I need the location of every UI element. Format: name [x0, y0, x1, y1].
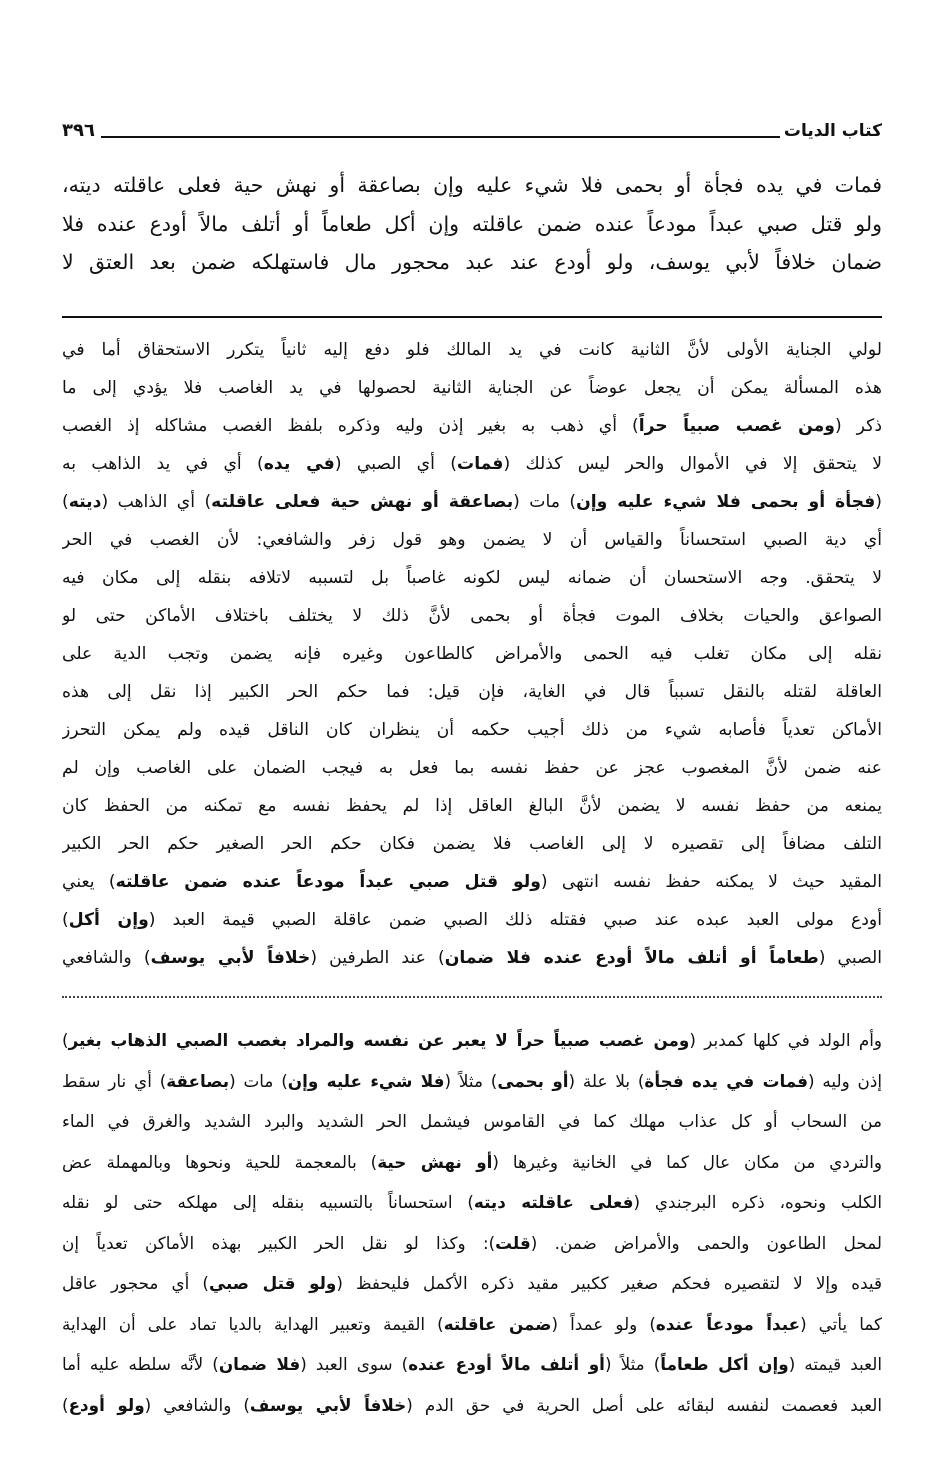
plain-text: ) استحساناً بالتسبيه بنقله إلى مهلكه حتى لو نقله — [62, 1192, 474, 1212]
plain-text: ) بالمعجمة للحية ونحوها وبالمهملة عض — [62, 1151, 378, 1172]
plain-text: ) ولو عمداً ( — [551, 1313, 656, 1334]
text-line — [62, 1182, 882, 1223]
commentary-primary — [62, 331, 882, 977]
bold-quoted-text: ولو قتل صبي — [208, 1273, 337, 1293]
header-rule — [101, 136, 780, 138]
plain-text: يمنعه من حفظ نفسه لا يضمن لأنَّ البالغ العاقل إذا لم يحفظ نفسه مع تمكنه من الحفظ كان — [62, 796, 882, 816]
text-line — [62, 1101, 882, 1142]
text-line — [62, 331, 882, 369]
plain-text: ) أي نار سقط — [62, 1070, 167, 1091]
plain-text: ) — [62, 492, 69, 512]
text-line — [62, 1142, 882, 1183]
text-line — [62, 521, 882, 559]
plain-text: ذكر ( — [834, 416, 882, 436]
page-number: ٣٩٦ — [62, 120, 95, 141]
text-line — [62, 673, 882, 711]
text-line — [62, 205, 882, 244]
page-header — [62, 116, 882, 142]
plain-text: الصواعق والحيات بخلاف الموت فجأة أو بحمى لأنَّ ذلك لا يختلف باختلاف الأماكن حتى لو — [62, 606, 882, 626]
dotted-separator — [62, 996, 882, 1008]
bold-quoted-text: قلت — [495, 1232, 531, 1253]
text-line — [62, 1263, 882, 1304]
plain-text: ) يعني — [62, 872, 116, 892]
plain-text: ) مثلاً ( — [444, 1070, 498, 1091]
bold-quoted-text: ديته — [68, 492, 102, 512]
plain-text: إذن وليه ( — [808, 1070, 882, 1091]
bold-quoted-text: بصاعقة أو نهش حية فعلى عاقلته — [211, 492, 514, 512]
text-line — [62, 407, 882, 445]
text-line — [62, 243, 882, 282]
plain-text: ) أي محجور عاقل — [62, 1273, 209, 1293]
plain-text: ) لأنَّه سلطه عليه أما — [62, 1354, 219, 1374]
text-line — [62, 1304, 882, 1345]
plain-text: عنه ضمن لأنَّ المغصوب عجز عن حفظ نفسه بما فعل به فيجب الضمان على الغاصب وإن لم — [62, 758, 882, 778]
text-line — [62, 369, 882, 407]
plain-text: قيده وإلا لا لتقصيره فحكم صغير ككبير مقيد ذكره الأكمل فليحفظ ( — [336, 1273, 882, 1293]
bold-quoted-text: ومن غصب صبياً حراً — [638, 416, 835, 436]
bold-quoted-text: وإن أكل — [68, 910, 149, 930]
text-line — [62, 1344, 882, 1385]
text-line — [62, 1223, 882, 1264]
text-line — [62, 597, 882, 635]
bold-quoted-text: خلافاً لأبي يوسف — [249, 1394, 407, 1415]
bold-quoted-text: فمات في يده فجأة — [644, 1070, 809, 1091]
text-line — [62, 901, 882, 939]
bold-quoted-text: بصاعقة — [166, 1070, 230, 1091]
text-line — [62, 559, 882, 597]
bold-quoted-text: فجأة أو بحمى فلا شيء عليه وإن — [576, 492, 876, 512]
text-line — [62, 939, 882, 977]
plain-text: التلف مضافاً إلى تقصيره لا إلى الغاصب فلا يضمن فكان حكم الحر الصغير حكم الحر الكبير — [62, 834, 882, 854]
bold-quoted-text: فلا شيء عليه وإن — [287, 1070, 445, 1091]
plain-text: هذه المسألة يمكن أن يجعل عوضاً عن الجناية الثانية لحصولها في يد الغاصب فلا يؤدي إلى ما — [62, 378, 882, 398]
bold-quoted-text: عبداً مودعاً عنده — [655, 1313, 801, 1334]
plain-text: ) مثلاً ( — [604, 1354, 661, 1374]
bold-quoted-text: ولو قتل صبي عبداً مودعاً عنده ضمن عاقلته — [115, 872, 541, 892]
footnote-separator — [62, 316, 882, 318]
bold-quoted-text: فلا ضمان — [218, 1354, 301, 1374]
plain-text: ) — [62, 910, 69, 930]
bold-quoted-text: أو بحمى — [497, 1070, 569, 1091]
plain-text: والتردي من مكان عال كما في الخانية وغيرها ( — [492, 1151, 882, 1172]
plain-text: ) بلا علة ( — [568, 1070, 645, 1091]
text-line — [62, 1020, 882, 1061]
plain-text: ): وكذا لو نقل الحر الكبير بهذه الأماكن تعدياً إن — [62, 1232, 496, 1253]
plain-text: ) مات ( — [229, 1070, 288, 1091]
plain-text: المقيد حيث لا يمكنه حفظ نفسه انتهى ( — [540, 872, 882, 892]
plain-text: العبد فعصمت لنفسه لبقائه على أصل الحرية في حق الدم ( — [406, 1394, 882, 1415]
bold-quoted-text: وإن أكل طعاماً — [660, 1354, 789, 1374]
plain-text: ) والشافعي — [62, 948, 151, 968]
text-line — [62, 749, 882, 787]
plain-text: ( — [875, 492, 882, 512]
bold-quoted-text: فمات — [456, 454, 504, 474]
plain-text: ) والشافعي ( — [144, 1394, 250, 1415]
text-line — [62, 635, 882, 673]
bold-quoted-text: فعلى عاقلته ديته — [473, 1192, 634, 1212]
plain-text: لا يتحقق. وجه الاستحسان أن ضمانه ليس لكونه غاصباً بل لتسببه لاتلافه بنقله إلى مكان فيه — [62, 568, 882, 588]
plain-text: ) عند الطرفين ( — [310, 948, 445, 968]
plain-text: ) أي الذاهب ( — [101, 492, 212, 512]
bold-quoted-text: طعاماً أو أتلف مالاً أودع عنده فلا ضمان — [444, 948, 819, 968]
commentary-secondary — [62, 1020, 882, 1425]
plain-text: ) — [62, 1394, 69, 1415]
plain-text: ) سوى العبد ( — [300, 1354, 409, 1374]
bold-quoted-text: ومن غصب صبياً حراً لا يعبر عن نفسه والمراد بغصب الصبي الذهاب بغير — [68, 1030, 690, 1050]
plain-text: ولو قتل صبي عبداً مودعاً عنده ضمن عاقلته وإن أكل طعاماً أو أتلف مالاً أودع عنده فلا — [62, 211, 882, 236]
text-line — [62, 445, 882, 483]
plain-text: الكلب ونحوه، ذكره البرجندي ( — [633, 1192, 882, 1212]
plain-text: ضمان خلافاً لأبي يوسف، ولو أودع عند عبد محجور مال فاستهلكه ضمن بعد العتق لا — [62, 250, 882, 274]
plain-text: ) أي في يد الذاهب به — [62, 454, 264, 474]
plain-text: وأم الولد في كلها كمدبر ( — [689, 1030, 882, 1050]
plain-text: ) — [62, 1030, 69, 1050]
plain-text: ) أي الصبي ( — [334, 454, 457, 474]
text-line — [62, 483, 882, 521]
main-text — [62, 166, 882, 282]
bold-quoted-text: أو أتلف مالاً أودع عنده — [408, 1354, 605, 1374]
plain-text: كما يأتي ( — [800, 1313, 882, 1334]
text-line — [62, 711, 882, 749]
text-line — [62, 1061, 882, 1102]
text-line — [62, 166, 882, 205]
plain-text: الأماكن تعدياً فأصابه شيء من ذلك أجيب حكمه أن ينظران كان الناقل قيده ولم يمكن التحرز — [62, 720, 882, 740]
plain-text: ) أي ذهب به بغير إذن وليه وذكره بلفظ الغصب مشاكله إذ الغصب — [62, 416, 639, 436]
plain-text: العاقلة لقتله بالنقل تسبباً قال في الغاية، فإن قيل: فما حكم الحر الكبير إذا نقل إلى هذه — [62, 682, 882, 702]
bold-quoted-text: ضمن عاقلته — [443, 1313, 552, 1334]
bold-quoted-text: في يده — [263, 454, 335, 474]
text-line — [62, 825, 882, 863]
plain-text: لا يتحقق إلا في الأموال والحر ليس كذلك ( — [503, 454, 882, 474]
plain-text: أودع مولى العبد عبده عند صبي فقتله ذلك الصبي ضمن عاقلة الصبي قيمة العبد ( — [148, 910, 882, 930]
plain-text: لولي الجناية الأولى لأنَّ الثانية كانت في يد المالك فلو دفع إليه ثانياً يتكرر الاستحقاق أما في — [62, 340, 882, 360]
plain-text: ) القيمة وتعبير الهداية بالديا تماد على أن الهداية — [62, 1313, 444, 1334]
bold-quoted-text: ولو أودع — [68, 1394, 145, 1415]
plain-text: ) مات ( — [513, 492, 577, 512]
book-title: كتاب الديات — [783, 121, 882, 141]
plain-text: نقله إلى مكان تغلب فيه الحمى والأمراض كالطاعون وغيره فإنه يضمن وتجب الدية على — [62, 644, 882, 664]
bold-quoted-text: خلافاً لأبي يوسف — [150, 948, 311, 968]
bold-quoted-text: أو نهش حية — [377, 1151, 493, 1172]
text-line — [62, 787, 882, 825]
plain-text: الصبي ( — [818, 948, 882, 968]
text-line — [62, 863, 882, 901]
text-line — [62, 1385, 882, 1426]
plain-text: لمحل الطاعون والحمى والأمراض ضمن. ( — [530, 1232, 882, 1253]
plain-text: العبد قيمته ( — [788, 1354, 882, 1374]
plain-text: فمات في يده فجأة أو بحمى فلا شيء عليه وإن بصاعقة أو نهش حية فعلى عاقلته ديته، — [62, 173, 882, 197]
plain-text: من السحاب أو كل عذاب مهلك كما في القاموس فيشمل الحر الشديد والبرد الشديد والغرق في الماء — [62, 1111, 882, 1131]
plain-text: أي دية الصبي استحساناً والقياس أن لا يضمن وهو قول زفر والشافعي: لأن الغصب في الحر — [62, 530, 882, 550]
